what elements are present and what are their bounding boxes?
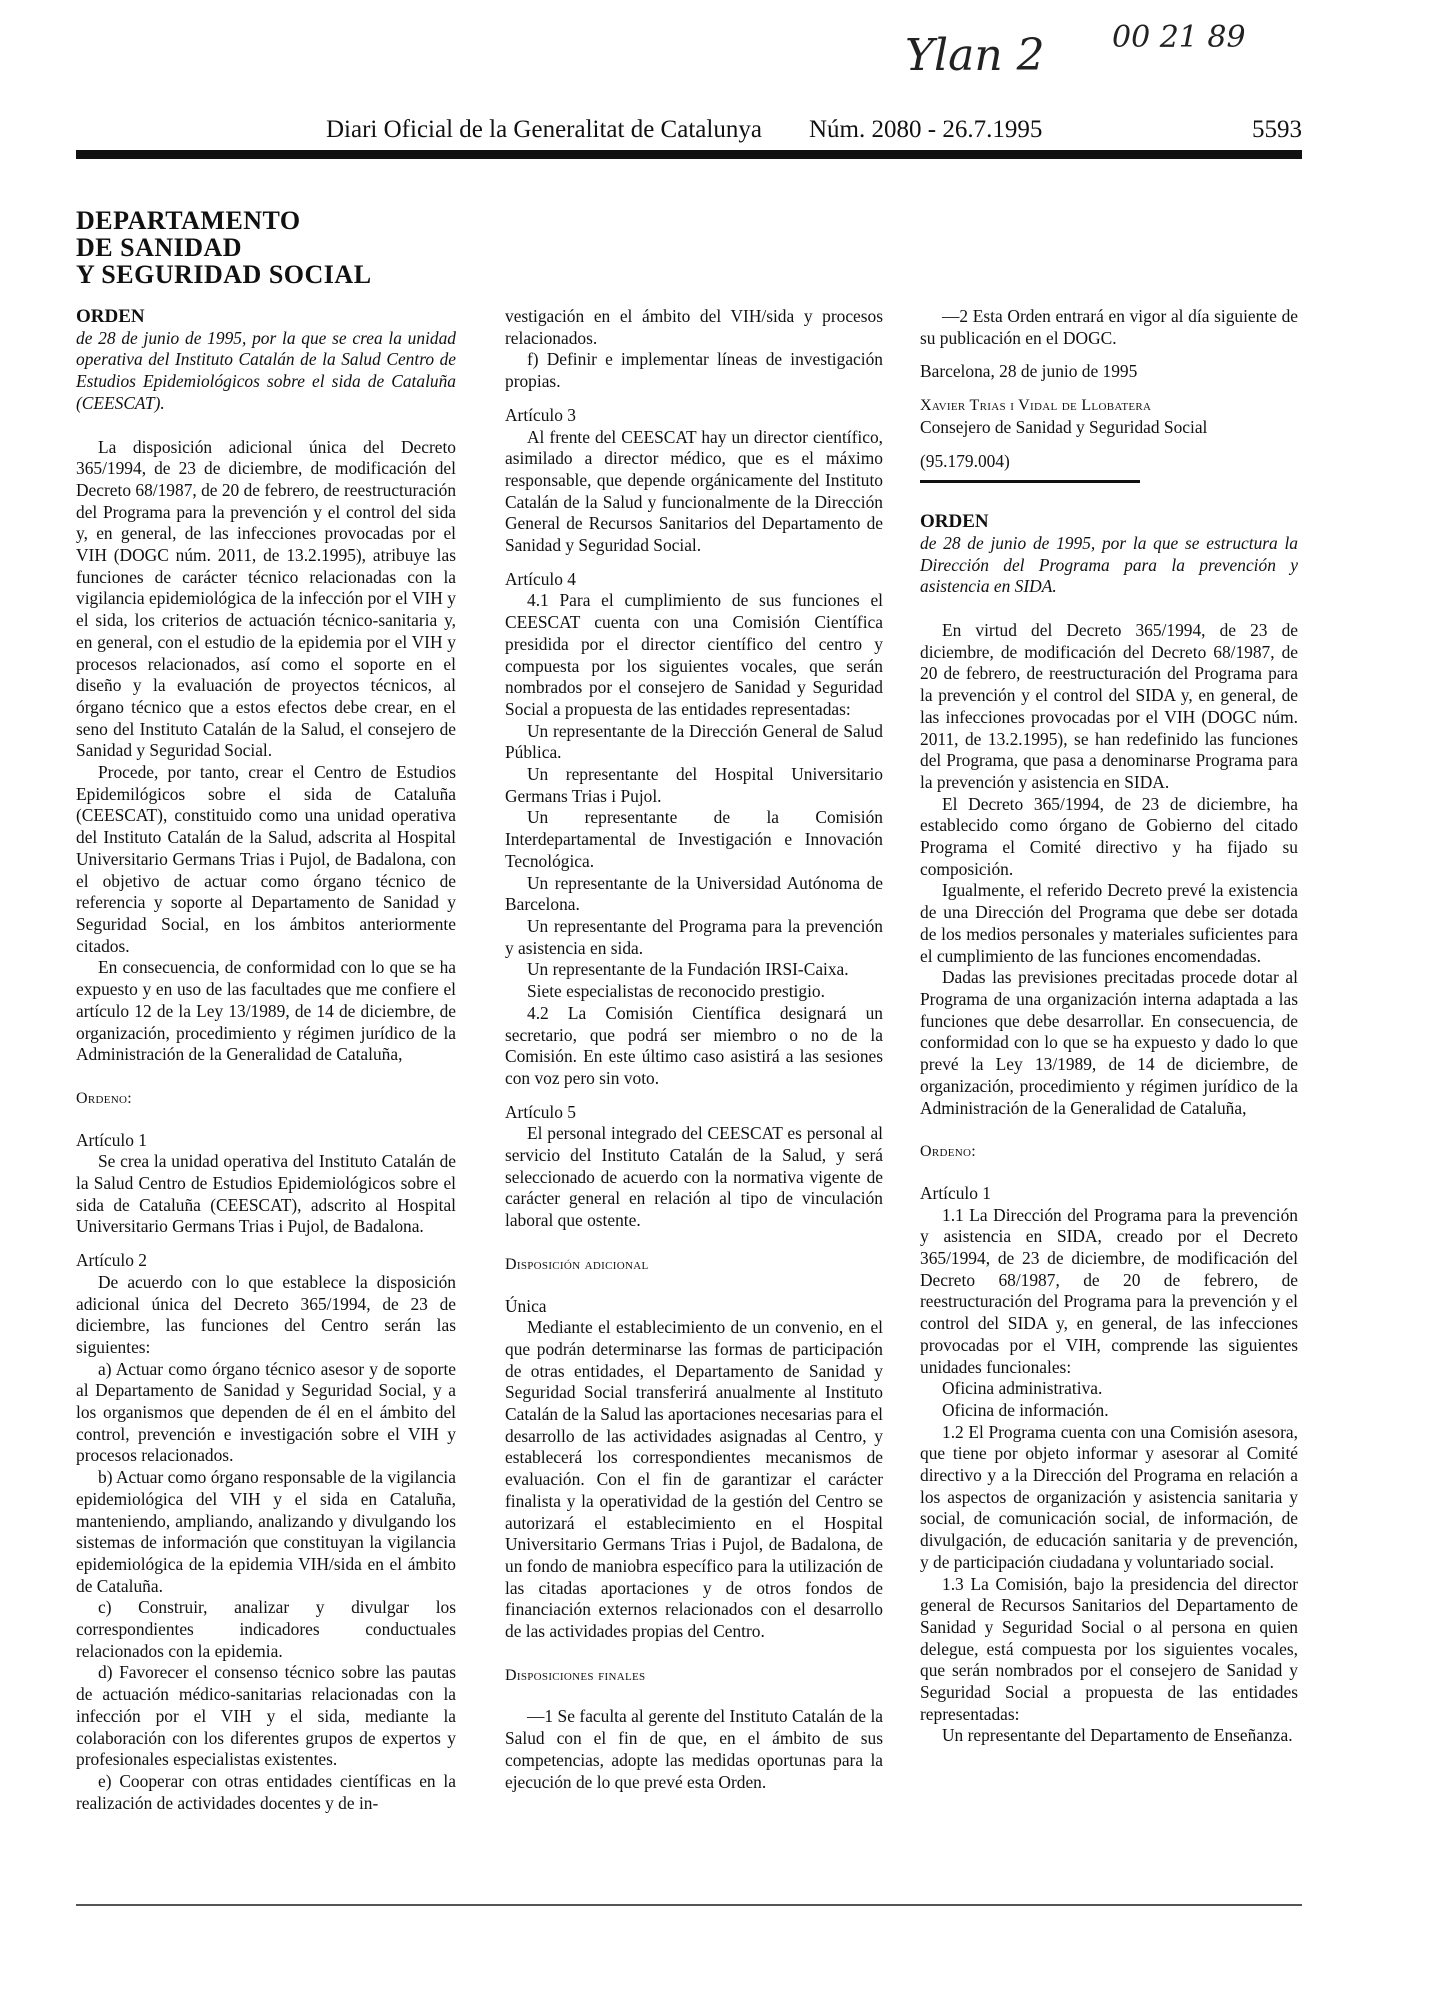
page-header [76,112,1302,152]
paragraph: Un representante del Hospital Universitario Germans Trias i Pujol. [505,764,883,806]
article-heading: Artículo 2 [76,1250,147,1271]
paragraph: Un representante de la Fundación IRSI-Caixa. [527,959,849,980]
paragraph: Igualmente, el referido Decreto prevé la existencia de una Dirección del Programa que debe ser dotada de los medios personales y materiales suficientes para el cumplimiento de las funciones encomendadas. [920,880,1298,966]
paragraph: a) Actuar como órgano técnico asesor y de soporte al Departamento de Sanidad y Seguridad Social, y a los organismos que dependen de él en el ámbito del control, prevención e investigación sobre el VIH y procesos relacionados. [76,1358,456,1466]
paragraph: Un representante de la Universidad Autónoma de Barcelona. [505,872,883,915]
paragraph: Mediante el establecimiento de un convenio, en el que podrán determinarse las formas de participación de otras entidades, el Departamento de Sanidad y Seguridad Social transferirá anualmente al Instituto Catalán de la Salud las aportaciones necesarias para el desarrollo de las actividades asignadas al Centro, y establecerá los correspondientes mecanismos de evaluación. Con el fin de garantizar el carácter finalista y la operatividad de la gestión del Centro se autorizará el establecimiento en el Hospital Universitario Germans Trias i Pujol, de Badalona, de un fondo de maniobra específico para la utilización de las citadas aportaciones y de otros fondos de financiación externos relacionados con el desarrollo de las actividades propias del Centro. [505,1317,883,1642]
order-heading: ORDEN [76,306,145,327]
paragraph: El personal integrado del CEESCAT es personal al servicio del Instituto Catalán de la Salud, y será seleccionado de acuerdo con la normativa vigente de carácter general en relación al tipo de vinculación laboral que ostente. [505,1123,883,1231]
order-subtitle: de 28 de junio de 1995, por la que se estructura la Dirección del Programa para la prevención y asistencia en SIDA. [920,532,1298,597]
section-label: Disposiciones finales [505,1666,646,1684]
section-label: Disposición adicional [505,1255,649,1273]
handwritten-reference: 00 21 89 [1112,20,1246,55]
paragraph: Dadas las previsiones precitadas procede dotar al Programa de una organización interna adaptada a las funciones que debe desarrollar. En consecuencia, de conformidad con lo que se ha expuesto y dado lo que prevé la Ley 13/1989, de 14 de diciembre, de organización, procedimiento y régimen jurídico de la Administración de la Generalidad de Cataluña, [920,967,1298,1118]
paragraph: 4.2 La Comisión Científica designará un secretario, que podrá ser miembro o no de la Comisión. En este último caso asistirá a las sesiones con voz pero sin voto. [505,1002,883,1088]
issue-number: Núm. 2080 - 26.7.1995 [809,116,1043,143]
paragraph: 1.2 El Programa cuenta con una Comisión asesora, que tiene por objeto informar y asesorar al Comité directivo y a la Dirección del Programa en relación a los aspectos de organización y asistencia sanitaria y social, de comunicación social, de información, de divulgación, de educación sanitaria y de prevención, y de participación ciudadana y voluntariado social. [920,1421,1298,1572]
handwritten-note: Ylan 2 [905,30,1045,81]
paragraph: vestigación en el ámbito del VIH/sida y procesos relacionados. [505,306,883,348]
section-label: Ordeno: [76,1089,132,1107]
paragraph: (95.179.004) [920,450,1010,471]
paragraph: Procede, por tanto, crear el Centro de Estudios Epidemilógicos sobre el sida de Cataluña (CEESCAT), constituido como una unidad operativa del Instituto Catalán de la Salud, adscrita al Hospital Universitario Germans Trias i Pujol, de Badalona, con el objetivo de actuar como órgano técnico de referencia y soporte al Departamento de Sanidad y Seguridad Social, en los ámbitos anteriormente citados. [76,762,456,956]
paragraph: Un representante del Programa para la prevención y asistencia en sida. [505,915,883,958]
paragraph: Siete especialistas de reconocido prestigio. [527,981,825,1002]
article-heading: Artículo 3 [505,404,576,425]
paragraph: Oficina administrativa. [942,1378,1103,1399]
order-heading: ORDEN [920,511,989,533]
paragraph: b) Actuar como órgano responsable de la vigilancia epidemiológica del VIH y el sida en Cataluña, manteniendo, ampliando, analizando y divulgando los sistemas de información que constituyan la vigilancia epidemiológica de la epidemia VIH/sida en el ámbito de Cataluña. [76,1467,456,1596]
paragraph: 4.1 Para el cumplimiento de sus funciones el CEESCAT cuenta con una Comisión Científica presidida por el director científico del centro y compuesta por los siguientes vocales, que serán nombrados por el consejero de Sanidad y Seguridad Social a propuesta de las entidades representadas: [505,590,883,719]
article-heading: Artículo 5 [505,1101,576,1122]
paragraph: Un representante de la Comisión Interdepartamental de Investigación e Innovación Tecnológica. [505,807,883,871]
paragraph: Oficina de información. [942,1399,1109,1420]
section-rule [920,480,1140,483]
article-heading: Artículo 1 [76,1129,147,1150]
paragraph: —2 Esta Orden entrará en vigor al día siguiente de su publicación en el DOGC. [920,306,1298,348]
paragraph: e) Cooperar con otras entidades científicas en la realización de actividades docentes y de in- [76,1771,456,1813]
footer-rule [76,1904,1302,1906]
header-rule [76,150,1302,159]
paragraph: d) Favorecer el consenso técnico sobre las pautas de actuación médico-sanitarias relacionadas con la infección por el VIH y el sida, mediante la colaboración con los diferentes grupos de expertos y profesionales especialistas existentes. [76,1662,456,1770]
paragraph: c) Construir, analizar y divulgar los correspondientes indicadores conductuales relacionados con la epidemia. [76,1597,456,1661]
paragraph: Barcelona, 28 de junio de 1995 [920,361,1138,382]
paragraph: En consecuencia, de conformidad con lo que se ha expuesto y en uso de las facultades que me confiere el artículo 12 de la Ley 13/1989, de 14 de diciembre, de organización, procedimiento y régimen jurídico de la Administración de la Generalidad de Cataluña, [76,957,456,1065]
article-heading: Artículo 4 [505,568,576,589]
paragraph: Consejero de Sanidad y Seguridad Social [920,416,1208,437]
section-label: Ordeno: [920,1143,976,1161]
paragraph: 1.1 La Dirección del Programa para la prevención y asistencia en SIDA, creado por el Decreto 365/1994, de 23 de diciembre, de modificación del Decreto 68/1987, de 20 de febrero, de reestructuración del Programa para la prevención y el control del SIDA y, en general, de las infecciones provocadas por el VIH, comprende las siguientes unidades funcionales: [920,1204,1298,1377]
column-left [76,306,456,1814]
paragraph: La disposición adicional única del Decreto 365/1994, de 23 de diciembre, de modificación del Decreto 68/1987, de 20 de febrero, de reestructuración del Programa para la prevención y el control del sida y, en general, de las infecciones provocadas por el VIH (DOGC núm. 2011, de 13.2.1995), atribuye las funciones de carácter técnico relacionadas con la vigilancia epidemiológica de la infección por el VIH y el sida, los criterios de actuación técnico-sanitaria y, en general, con el estudio de la epidemia por el VIH y procesos relacionados, así como el soporte en el diseño y la evaluación de proyectos técnicos, al órgano técnico que a estos efectos debe crear, en el seno del Instituto Catalán de la Salud, el consejero de Sanidad y Seguridad Social. [76,436,457,761]
journal-title: Diari Oficial de la Generalitat de Catalunya [326,116,762,143]
page-number: 5593 [1252,116,1302,143]
department-line: Y SEGURIDAD SOCIAL [76,260,372,289]
paragraph: Única [505,1295,547,1316]
column-right [920,306,1298,1747]
paragraph: De acuerdo con lo que establece la disposición adicional única del Decreto 365/1994, de 23 de diciembre, las funciones del Centro serán las siguientes: [76,1271,456,1357]
department-line: DEPARTAMENTO [76,206,301,235]
paragraph: El Decreto 365/1994, de 23 de diciembre, ha establecido como órgano de Gobierno del citado Programa el Comité directivo y ha fijado su composición. [920,793,1298,879]
order-subtitle: de 28 de junio de 1995, por la que se crea la unidad operativa del Instituto Catalán de la Salud Centro de Estudios Epidemiológicos sobre el sida de Cataluña (CEESCAT). [76,327,456,413]
column-middle [505,306,883,1793]
paragraph: En virtud del Decreto 365/1994, de 23 de diciembre, de modificación del Decreto 68/1987, de 20 de febrero, de reestructuración del Programa para la prevención y el control del SIDA y, en general, de las infecciones provocadas por el VIH (DOGC núm. 2011, de 13.2.1995), se han redefinido las funciones del Programa, que pasa a denominarse Programa para la prevención y asistencia en SIDA. [920,620,1298,792]
signatory-name: Xavier Trias i Vidal de Llobatera [920,397,1152,415]
article-heading: Artículo 1 [920,1182,991,1203]
paragraph: Se crea la unidad operativa del Instituto Catalán de la Salud Centro de Estudios Epidemiológicos sobre el sida de Cataluña (CEESCAT), adscrito al Hospital Universitario Germans Trias i Pujol, de Badalona. [76,1151,456,1237]
paragraph: Un representante del Departamento de Enseñanza. [942,1725,1293,1746]
paragraph: Al frente del CEESCAT hay un director científico, asimilado a director médico, que es el máximo responsable, que depende orgánicamente del Instituto Catalán de la Salud y funcionalmente de la Dirección General de Recursos Sanitarios del Departamento de Sanidad y Seguridad Social. [505,426,883,556]
paragraph: —1 Se faculta al gerente del Instituto Catalán de la Salud con el fin de que, en el ámbito de sus competencias, adopte las medidas oportunas para la ejecución de lo que prevé esta Orden. [505,1706,883,1792]
paragraph: 1.3 La Comisión, bajo la presidencia del director general de Recursos Sanitarios del Departamento de Sanidad y Seguridad Social o al persona en quien delegue, está compuesta por los siguientes vocales, que serán nombrados por el consejero de Sanidad y Seguridad Social a propuesta de las entidades representadas: [920,1573,1298,1724]
department-heading [76,207,372,288]
department-line: DE SANIDAD [76,233,243,262]
paragraph: f) Definir e implementar líneas de investigación propias. [505,349,883,392]
paragraph: Un representante de la Dirección General de Salud Pública. [505,720,883,763]
